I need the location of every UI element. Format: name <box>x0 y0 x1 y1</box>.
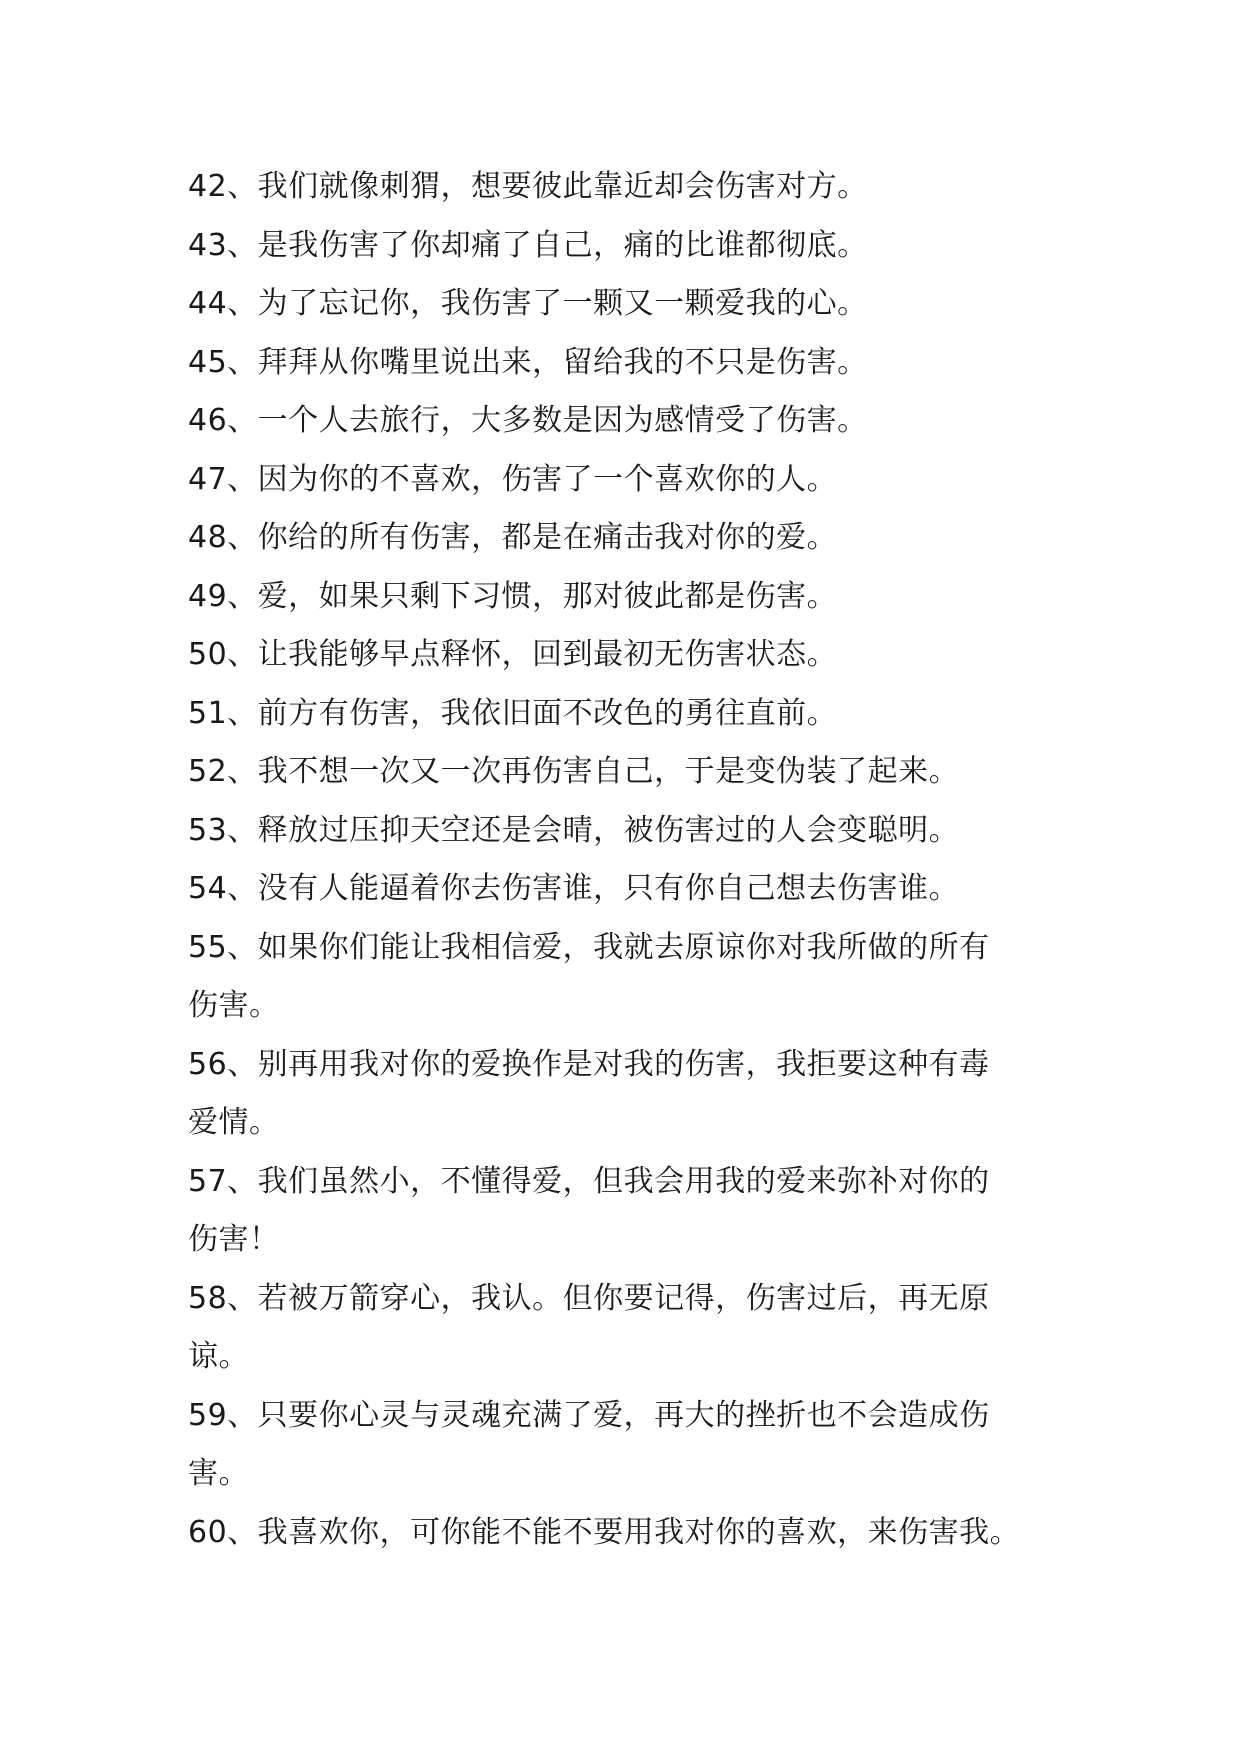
text-line: 谅。 <box>188 1339 249 1374</box>
text-line: 60、我喜欢你，可你能不能不要用我对你的喜欢，来伤害我。 <box>188 1514 1021 1550</box>
text-line: 55、如果你们能让我相信爱，我就去原谅你对我所做的所有 <box>188 929 990 965</box>
text-line: 爱情。 <box>188 1105 280 1140</box>
text-line: 42、我们就像刺猬，想要彼此靠近却会伤害对方。 <box>188 169 868 204</box>
text-line: 59、只要你心灵与灵魂充满了爱，再大的挫折也不会造成伤 <box>188 1397 990 1433</box>
text-line: 害。 <box>188 1456 249 1491</box>
text-line: 51、前方有伤害，我依旧面不改色的勇往直前。 <box>188 695 838 731</box>
text-line: 46、一个人去旅行，大多数是因为感情受了伤害。 <box>188 403 868 438</box>
text-line: 58、若被万箭穿心，我认。但你要记得，伤害过后，再无原 <box>188 1280 990 1316</box>
document-body <box>188 158 1068 1562</box>
text-line: 伤害。 <box>188 988 280 1023</box>
text-line: 43、是我伤害了你却痛了自己，痛的比谁都彻底。 <box>188 227 868 263</box>
text-line: 45、拜拜从你嘴里说出来，留给我的不只是伤害。 <box>188 344 868 380</box>
text-line: 52、我不想一次又一次再伤害自己，于是变伪装了起来。 <box>188 754 960 789</box>
text-line: 49、爱，如果只剩下习惯，那对彼此都是伤害。 <box>188 578 838 614</box>
text-line: 44、为了忘记你，我伤害了一颗又一颗爱我的心。 <box>188 286 868 321</box>
text-line: 伤害！ <box>188 1222 280 1257</box>
text-line: 54、没有人能逼着你去伤害谁，只有你自己想去伤害谁。 <box>188 871 960 906</box>
text-line: 48、你给的所有伤害，都是在痛击我对你的爱。 <box>188 520 838 555</box>
text-line: 50、让我能够早点释怀，回到最初无伤害状态。 <box>188 637 838 672</box>
text-line: 57、我们虽然小，不懂得爱，但我会用我的爱来弥补对你的 <box>188 1163 990 1199</box>
text-line: 47、因为你的不喜欢，伤害了一个喜欢你的人。 <box>188 461 838 497</box>
text-line: 53、释放过压抑天空还是会晴，被伤害过的人会变聪明。 <box>188 812 960 848</box>
text-line: 56、别再用我对你的爱换作是对我的伤害，我拒要这种有毒 <box>188 1046 990 1082</box>
